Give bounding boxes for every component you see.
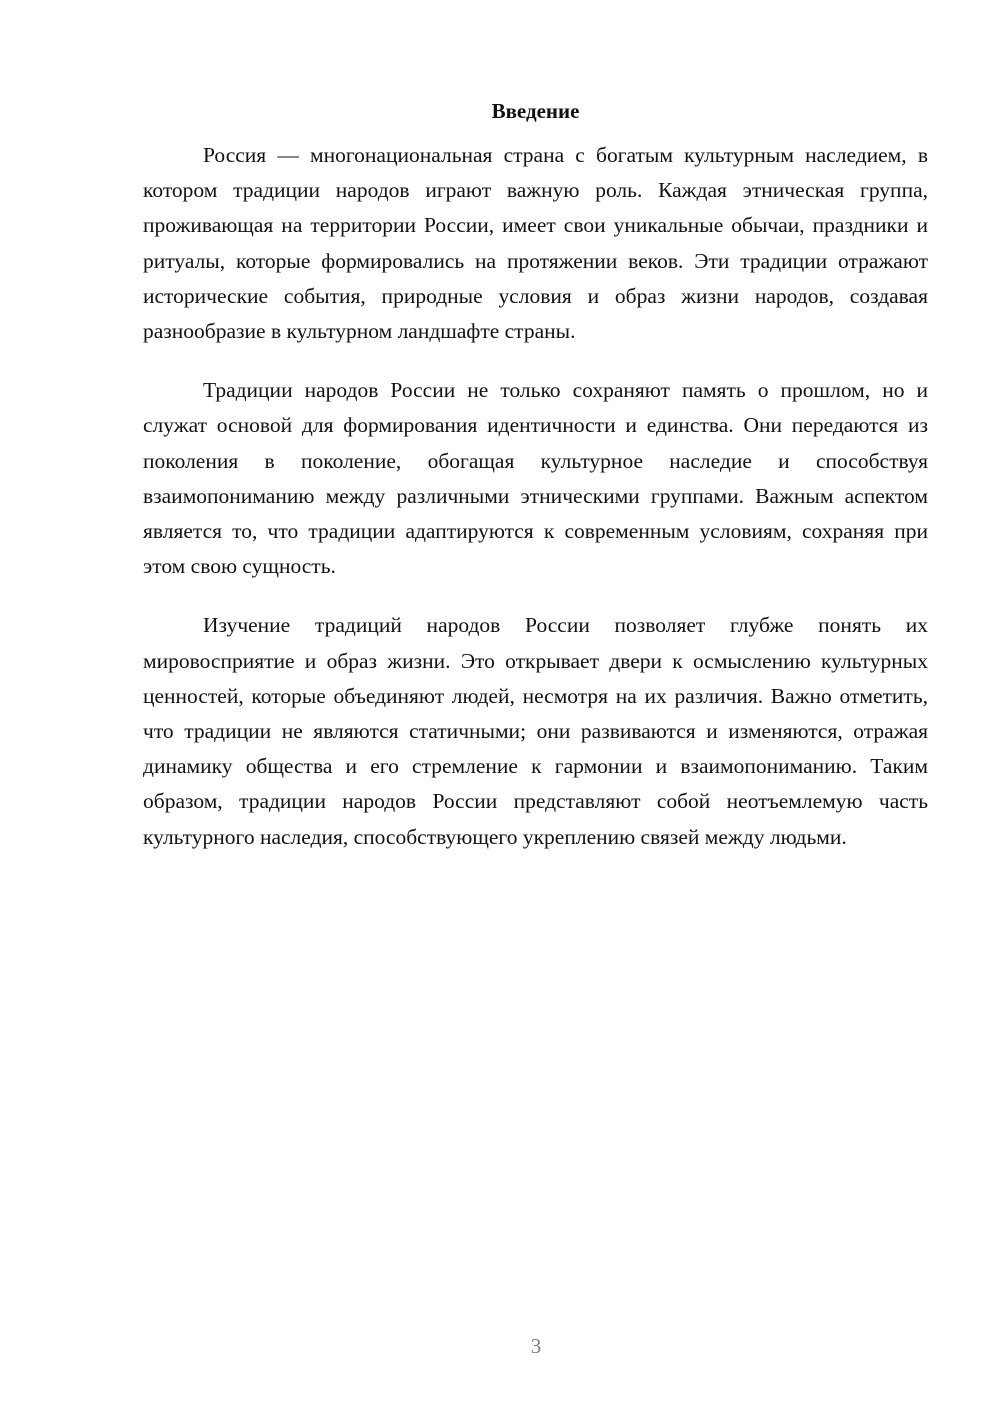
page-number: 3	[530, 1334, 542, 1358]
paragraph-1: Россия — многонациональная страна с богатым культурным наследием, в котором традиции народов играют важную роль. Каждая этническая группа, проживающая на территории России, имеет свои уникальные обычаи, праздники и ритуалы, которые формировались на протяжении веков. Эти традиции отражают исторические события, природные условия и образ жизни народов, создавая разнообразие в культурном ландшафте страны.	[143, 143, 928, 344]
section-heading: Введение	[491, 99, 580, 123]
paragraph-3: Изучение традиций народов России позволяет глубже понять их мировосприятие и образ жизни. Это открывает двери к осмыслению культурных ценностей, которые объединяют людей, несмотря на их различия. Важно отметить, что традиции не являются статичными; они развиваются и изменяются, отражая динамику общества и его стремление к гармонии и взаимопониманию. Таким образом, традиции народов России представляют собой неотъемлемую часть культурного наследия, способствующего укреплению связей между людьми.	[143, 613, 928, 849]
paragraph-2: Традиции народов России не только сохраняют память о прошлом, но и служат основой для формирования идентичности и единства. Они передаются из поколения в поколение, обогащая культурное наследие и способствуя взаимопониманию между различными этническими группами. Важным аспектом является то, что традиции адаптируются к современным условиям, сохраняя при этом свою сущность.	[143, 378, 928, 579]
page-content	[143, 95, 928, 855]
